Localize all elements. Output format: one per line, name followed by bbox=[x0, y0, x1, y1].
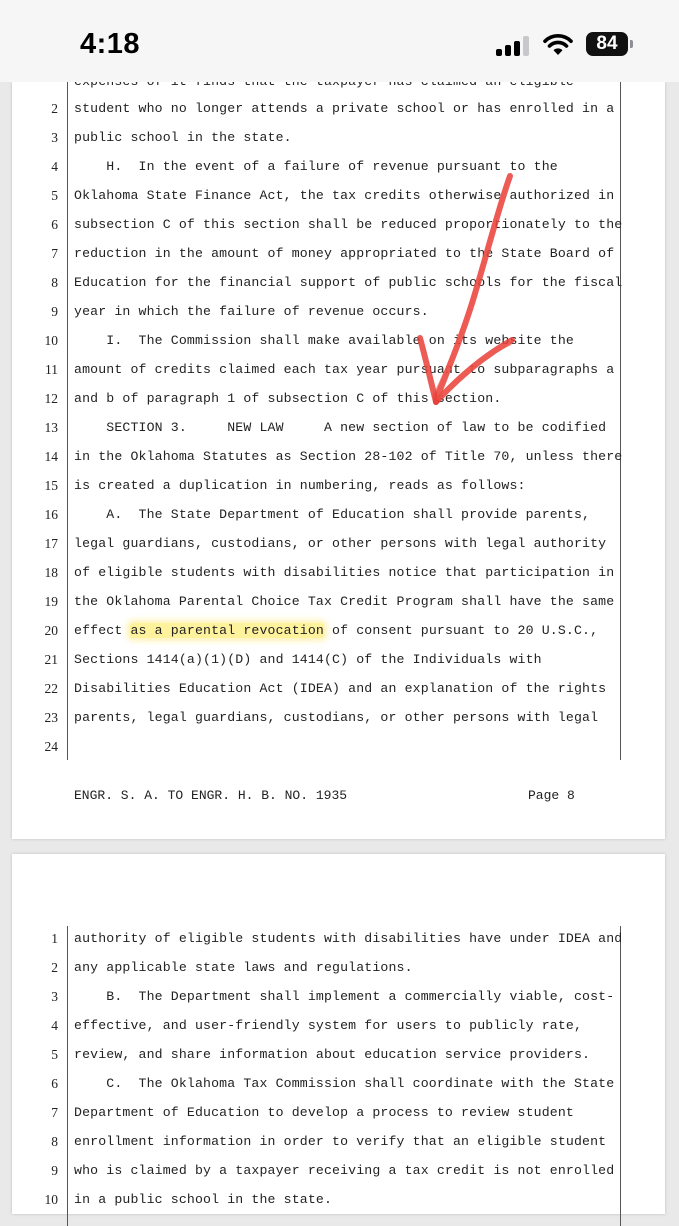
line-text: subsection C of this section shall be reduced proportionately to the bbox=[74, 217, 623, 232]
line-number: 3 bbox=[51, 989, 58, 1004]
page-number: Page 8 bbox=[528, 788, 575, 803]
line-text: enrollment information in order to verify that an eligible student bbox=[74, 1134, 607, 1149]
line-text: authority of eligible students with disabilities have under IDEA and bbox=[74, 931, 623, 946]
document-line bbox=[12, 1128, 665, 1157]
document-line bbox=[12, 182, 665, 211]
line-text: Department of Education to develop a process to review student bbox=[74, 1105, 574, 1120]
document-line bbox=[12, 925, 665, 954]
line-number: 24 bbox=[44, 739, 58, 754]
status-bar bbox=[0, 0, 679, 82]
line-text: I. The Commission shall make available on its website the bbox=[74, 333, 574, 348]
line-number: 10 bbox=[44, 1192, 58, 1207]
document-line bbox=[12, 356, 665, 385]
line-text: H. In the event of a failure of revenue pursuant to the bbox=[74, 159, 558, 174]
document-line bbox=[12, 559, 665, 588]
line-number: 7 bbox=[51, 246, 58, 261]
line-number: 4 bbox=[51, 1018, 58, 1033]
document-line bbox=[12, 675, 665, 704]
document-line bbox=[12, 211, 665, 240]
line-number: 10 bbox=[44, 333, 58, 348]
document-line bbox=[12, 1070, 665, 1099]
document-line bbox=[12, 385, 665, 414]
line-text: Education for the financial support of public schools for the fiscal bbox=[74, 275, 623, 290]
line-text: in a public school in the state. bbox=[74, 1192, 333, 1207]
line-number: 6 bbox=[51, 217, 58, 232]
line-number: 18 bbox=[44, 565, 58, 580]
document-line bbox=[12, 954, 665, 983]
line-number: 4 bbox=[51, 159, 58, 174]
document-line bbox=[12, 240, 665, 269]
line-text: review, and share information about education service providers. bbox=[74, 1047, 591, 1062]
document-line bbox=[12, 733, 665, 762]
line-text: is created a duplication in numbering, reads as follows: bbox=[74, 478, 526, 493]
line-number: 20 bbox=[44, 623, 58, 638]
line-number: 19 bbox=[44, 594, 58, 609]
wifi-icon bbox=[542, 33, 574, 57]
line-text bbox=[74, 623, 598, 638]
document-line bbox=[12, 983, 665, 1012]
line-number: 9 bbox=[51, 304, 58, 319]
line-number: 21 bbox=[44, 652, 58, 667]
document-line bbox=[12, 1099, 665, 1128]
line-number: 3 bbox=[51, 130, 58, 145]
document-line bbox=[12, 443, 665, 472]
document-line bbox=[12, 472, 665, 501]
battery-icon: 84 bbox=[586, 32, 628, 56]
document-page-8 bbox=[12, 82, 665, 839]
line-text: the Oklahoma Parental Choice Tax Credit Program shall have the same bbox=[74, 594, 615, 609]
line-number: 5 bbox=[51, 1047, 58, 1062]
document-line bbox=[12, 124, 665, 153]
line-text: year in which the failure of revenue occurs. bbox=[74, 304, 429, 319]
line-number: 8 bbox=[51, 275, 58, 290]
battery-tip bbox=[630, 40, 633, 48]
line-number: 7 bbox=[51, 1105, 58, 1120]
line-text: Disabilities Education Act (IDEA) and an explanation of the rights bbox=[74, 681, 607, 696]
document-line bbox=[12, 1186, 665, 1215]
document-line bbox=[12, 530, 665, 559]
document-line bbox=[12, 153, 665, 182]
clock-time: 4:18 bbox=[80, 28, 141, 60]
line-text: effective, and user-friendly system for users to publicly rate, bbox=[74, 1018, 583, 1033]
document-footer-id: ENGR. S. A. TO ENGR. H. B. NO. 1935 bbox=[74, 788, 348, 803]
line-text: legal guardians, custodians, or other persons with legal authority bbox=[74, 536, 607, 551]
line-text: public school in the state. bbox=[74, 130, 292, 145]
line-number: 11 bbox=[45, 362, 58, 377]
line-text: any applicable state laws and regulations. bbox=[74, 960, 413, 975]
line-text: Sections 1414(a)(1)(D) and 1414(C) of the Individuals with bbox=[74, 652, 542, 667]
line-text: Oklahoma State Finance Act, the tax credits otherwise authorized in bbox=[74, 188, 615, 203]
line-text: B. The Department shall implement a commercially viable, cost- bbox=[74, 989, 615, 1004]
line-number: 12 bbox=[44, 391, 58, 406]
line-text: SECTION 3. NEW LAW A new section of law to be codified bbox=[74, 420, 607, 435]
document-line bbox=[12, 1012, 665, 1041]
line-number: 22 bbox=[44, 681, 58, 696]
document-line bbox=[12, 95, 665, 124]
line-number: 15 bbox=[44, 478, 58, 493]
document-line bbox=[12, 501, 665, 530]
document-line bbox=[12, 327, 665, 356]
document-line bbox=[12, 1157, 665, 1186]
document-line bbox=[12, 298, 665, 327]
line-text: A. The State Department of Education shall provide parents, bbox=[74, 507, 591, 522]
line-text: parents, legal guardians, custodians, or other persons with legal bbox=[74, 710, 599, 725]
line-number: 2 bbox=[51, 101, 58, 116]
line-number: 8 bbox=[51, 1134, 58, 1149]
line-text: amount of credits claimed each tax year pursuant to subparagraphs a bbox=[74, 362, 615, 377]
line-number: 6 bbox=[51, 1076, 58, 1091]
line-number: 16 bbox=[44, 507, 58, 522]
document-line bbox=[12, 617, 665, 646]
document-line bbox=[12, 269, 665, 298]
highlighted-text: as a parental revocation bbox=[130, 623, 324, 638]
line-number: 13 bbox=[44, 420, 58, 435]
document-line bbox=[12, 646, 665, 675]
line-text: in the Oklahoma Statutes as Section 28-102 of Title 70, unless there bbox=[74, 449, 623, 464]
line-number: 23 bbox=[44, 710, 58, 725]
line-number: 5 bbox=[51, 188, 58, 203]
document-line bbox=[12, 1041, 665, 1070]
line-text: C. The Oklahoma Tax Commission shall coordinate with the State bbox=[74, 1076, 615, 1091]
line-number: 17 bbox=[44, 536, 58, 551]
line-text: and b of paragraph 1 of subsection C of this section. bbox=[74, 391, 502, 406]
line-text: student who no longer attends a private school or has enrolled in a bbox=[74, 101, 615, 116]
line-number: 1 bbox=[51, 931, 58, 946]
line-text: reduction in the amount of money appropriated to the State Board of bbox=[74, 246, 615, 261]
line-number: 2 bbox=[51, 960, 58, 975]
line-number: 9 bbox=[51, 1163, 58, 1178]
document-line bbox=[12, 588, 665, 617]
signal-icon bbox=[496, 36, 532, 56]
line-text-before: effect bbox=[74, 623, 131, 638]
line-text: of eligible students with disabilities notice that participation in bbox=[74, 565, 615, 580]
document-line bbox=[12, 704, 665, 733]
document-line bbox=[12, 414, 665, 443]
line-text-after: of consent pursuant to 20 U.S.C., bbox=[323, 623, 599, 638]
document-page-9 bbox=[12, 854, 665, 1214]
line-text: who is claimed by a taxpayer receiving a tax credit is not enrolled bbox=[74, 1163, 615, 1178]
line-number: 14 bbox=[44, 449, 58, 464]
